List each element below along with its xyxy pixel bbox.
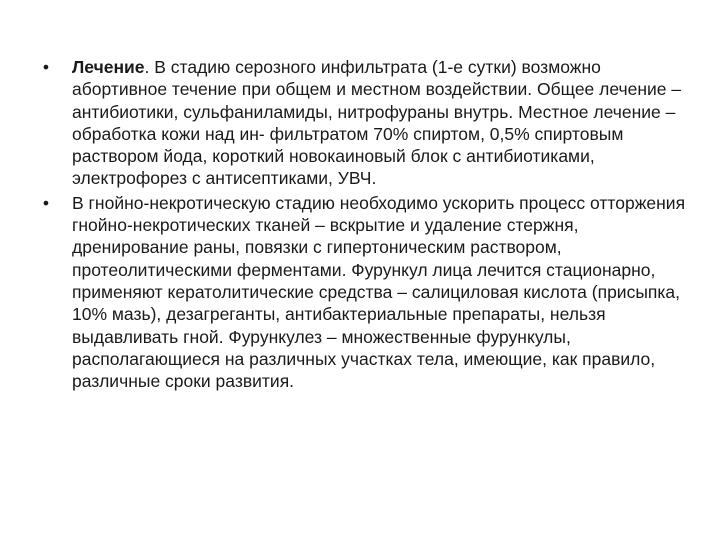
bullet-item-necrotic-stage bbox=[36, 192, 690, 393]
bullet-list bbox=[36, 56, 690, 392]
bullet-item-treatment bbox=[36, 56, 690, 190]
bullet-icon: • bbox=[42, 57, 50, 77]
bullet-text: . В стадию серозного инфильтрата (1-е сутки) возможно абортивное течение при общем и местном воздействии. Общее лечение – антибиотики, сульфаниламиды, нитрофураны внутрь. Местное лечение – обработка кожи над ин- фильтратом 70% спиртом, 0,5% спиртовым раствором йода, короткий новокаиновый блок с антибиотиками, электрофорез с антисептиками, УВЧ. bbox=[72, 57, 682, 189]
bullet-icon: • bbox=[42, 192, 50, 213]
bullet-text: В гнойно-некротическую стадию необходимо ускорить процесс отторжения гнойно-некротических тканей – вскрытие и удаление стержня, дренирование раны, повязки с гипертоническим раствором, протеолитическими ферментами. Фурункул лица лечится стационарно, применяют кератолитические средства – салициловая кислота (присыпка, 10% мазь), дезагреганты, антибактериальные препараты, нельзя выдавливать гной. Фурункулез – множественные фурункулы, располагающиеся на различных участках тела, имеющие, как правило, различные сроки развития. bbox=[72, 192, 686, 392]
bullet-lead-bold: Лечение bbox=[72, 57, 145, 77]
